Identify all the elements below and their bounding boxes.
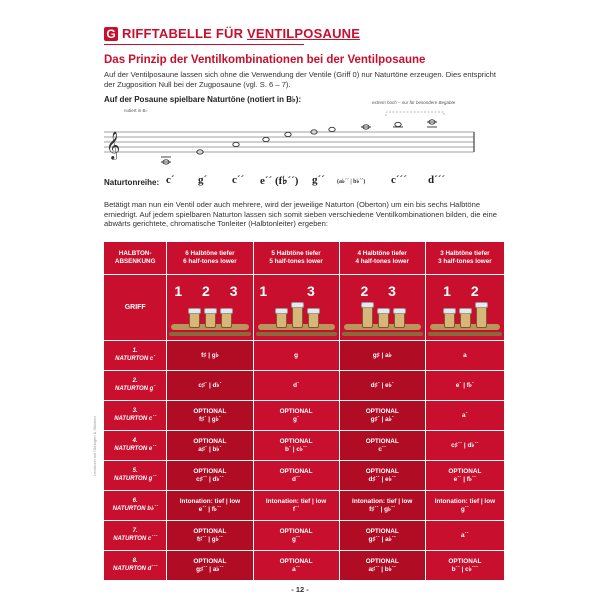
- table-cell: g♯ | a♭: [340, 340, 426, 370]
- title-initial-badge: G: [104, 27, 118, 41]
- page-title: [104, 26, 360, 41]
- header-halbton: HALBTON- ABSENKUNG: [104, 242, 167, 274]
- table-row: [104, 400, 504, 430]
- table-cell: OPTIONAL f♯´ | g♭´: [167, 400, 253, 430]
- table-cell: Intonation: tief | low f♯´´ | g♭´´: [340, 490, 426, 520]
- table-cell: OPTIONAL g♯´´ | a♭´´: [340, 520, 426, 550]
- table-cell: Intonation: tief | low e´´ | f♭´´: [167, 490, 253, 520]
- table-cell: a´: [426, 400, 504, 430]
- naturton-notes: [0, 174, 600, 188]
- griff-numbers: 1 3: [259, 283, 333, 299]
- table-cell: e´ | f♭´: [426, 370, 504, 400]
- naturton-note: g´: [198, 174, 208, 186]
- griff-cell: [426, 274, 504, 340]
- table-cell: c♯´´ | d♭´´: [426, 430, 504, 460]
- naturton-note: (a♭´´ | b♭´´): [337, 179, 366, 185]
- table-cell: OPTIONAL e´´ | f♭´´: [426, 460, 504, 490]
- naturton-note: g´´: [312, 174, 325, 186]
- naturton-row-label: Naturtonreihe:: [104, 178, 160, 187]
- page-number: - 12 -: [291, 585, 309, 594]
- valve-icon: [426, 302, 504, 336]
- naturton-note: e´´ (f♭´´): [260, 175, 299, 187]
- treble-clef-icon: 𝄞: [106, 131, 121, 159]
- table-row: [104, 340, 504, 370]
- naturton-note: c´´: [232, 174, 245, 186]
- table-cell: d♯´ | e♭´: [340, 370, 426, 400]
- row-label: 5. NATURTON g´´: [104, 460, 167, 490]
- header-6-lower: 6 Halbtöne tiefer 6 half-tones lower: [167, 242, 253, 274]
- table-cell: OPTIONAL g♯´ | a♭´: [340, 400, 426, 430]
- staff-note-right: extrem hoch – nur für besondere Begabte: [372, 100, 456, 105]
- naturton-note: c´´´: [391, 174, 407, 186]
- side-print: Lernbuch mit Übungen & Stücken: [92, 416, 97, 476]
- table-cell: g: [254, 340, 340, 370]
- title-underline: [104, 44, 304, 45]
- table-cell: OPTIONAL c´´: [340, 430, 426, 460]
- griff-label: GRIFF: [104, 274, 167, 340]
- table-row: [104, 550, 504, 580]
- valve-icon: [340, 302, 425, 336]
- table-cell: OPTIONAL b´ | c♭´´: [254, 430, 340, 460]
- valve-icon: [167, 302, 252, 336]
- table-cell: Intonation: tief | low g´´: [426, 490, 504, 520]
- table-cell: OPTIONAL f♯´´ | g♭´´: [167, 520, 253, 550]
- row-label: 8. NATURTON d´´´: [104, 550, 167, 580]
- explanation-paragraph: Betätigt man nun ein Ventil oder auch mehrere, wird der jeweilige Naturton (Oberton) um ein bis sechs Halbtöne erniedrigt. Auf jedem spielbaren Naturton lassen sich somit sieben verschiedene Ventilkombinationen bilden, die eine abwärts gerichtete, chromatische Tonleiter (Halbtonleiter) ergeben:: [104, 200, 498, 228]
- staff-svg: [104, 106, 500, 176]
- intro-paragraph: Auf der Ventilposaune lassen sich ohne die Verwendung der Ventile (Griff 0) nur Naturtöne erzeugen. Dies entspricht der Zugposition Null bei der Zugposaune (vgl. S. 6 – 7).: [104, 70, 497, 89]
- table-cell: OPTIONAL b´´ | c♭´´´: [426, 550, 504, 580]
- table-header-row: [104, 242, 504, 274]
- title-part1: RIFFTABELLE FÜR: [122, 26, 247, 41]
- table-cell: OPTIONAL a♯´´ | b♭´´: [340, 550, 426, 580]
- table-row: [104, 460, 504, 490]
- table-cell: OPTIONAL c♯´´ | d♭´´: [167, 460, 253, 490]
- griff-cell: [340, 274, 426, 340]
- griff-numbers: 1 2: [443, 283, 487, 299]
- staff-caption: Auf der Posaune spielbare Naturtöne (notiert in B♭):: [104, 95, 302, 104]
- row-label: 3. NATURTON c´´: [104, 400, 167, 430]
- title-part2: VENTILPOSAUNE: [247, 26, 361, 41]
- table-cell: OPTIONAL g´: [254, 400, 340, 430]
- table-cell: a´´: [426, 520, 504, 550]
- table-cell: OPTIONAL a´´: [254, 550, 340, 580]
- valve-icon: [254, 302, 339, 336]
- table-cell: Intonation: tief | low f´´: [254, 490, 340, 520]
- row-label: 4. NATURTON e´´: [104, 430, 167, 460]
- naturton-note: d´´´: [428, 174, 446, 186]
- table-cell: OPTIONAL d´´: [254, 460, 340, 490]
- table-row: [104, 430, 504, 460]
- table-cell: f♯ | g♭: [167, 340, 253, 370]
- header-4-lower: 4 Halbtöne tiefer 4 half-tones lower: [340, 242, 426, 274]
- table-row: [104, 370, 504, 400]
- griff-cell: [167, 274, 253, 340]
- row-label: 6. NATURTON b♭´´: [104, 490, 167, 520]
- header-3-lower: 3 Halbtöne tiefer 3 half-tones lower: [426, 242, 504, 274]
- griff-numbers: 1 2 3: [174, 283, 246, 299]
- table-cell: OPTIONAL d♯´´ | e♭´´: [340, 460, 426, 490]
- naturton-note: c´: [166, 174, 175, 186]
- staff-note-left: notiert in B♭: [124, 108, 148, 113]
- griff-row: [104, 274, 504, 340]
- table-row: [104, 520, 504, 550]
- section-heading: Das Prinzip der Ventilkombinationen bei der Ventilposaune: [104, 54, 426, 66]
- table-cell: OPTIONAL a♯´ | b♭´: [167, 430, 253, 460]
- table-cell: a: [426, 340, 504, 370]
- table-cell: c♯´ | d♭´: [167, 370, 253, 400]
- table-cell: OPTIONAL g´´: [254, 520, 340, 550]
- row-label: 2. NATURTON g´: [104, 370, 167, 400]
- table-body: [104, 340, 504, 580]
- row-label: 1. NATURTON c´: [104, 340, 167, 370]
- griff-cell: [254, 274, 340, 340]
- row-label: 7. NATURTON c´´´: [104, 520, 167, 550]
- fingering-table: [104, 242, 504, 580]
- table-cell: OPTIONAL g♯´´ | a♭´´: [167, 550, 253, 580]
- header-5-lower: 5 Halbtöne tiefer 5 half-tones lower: [254, 242, 340, 274]
- table-row: [104, 490, 504, 520]
- table-cell: d´: [254, 370, 340, 400]
- griff-numbers: 2 3: [360, 283, 404, 299]
